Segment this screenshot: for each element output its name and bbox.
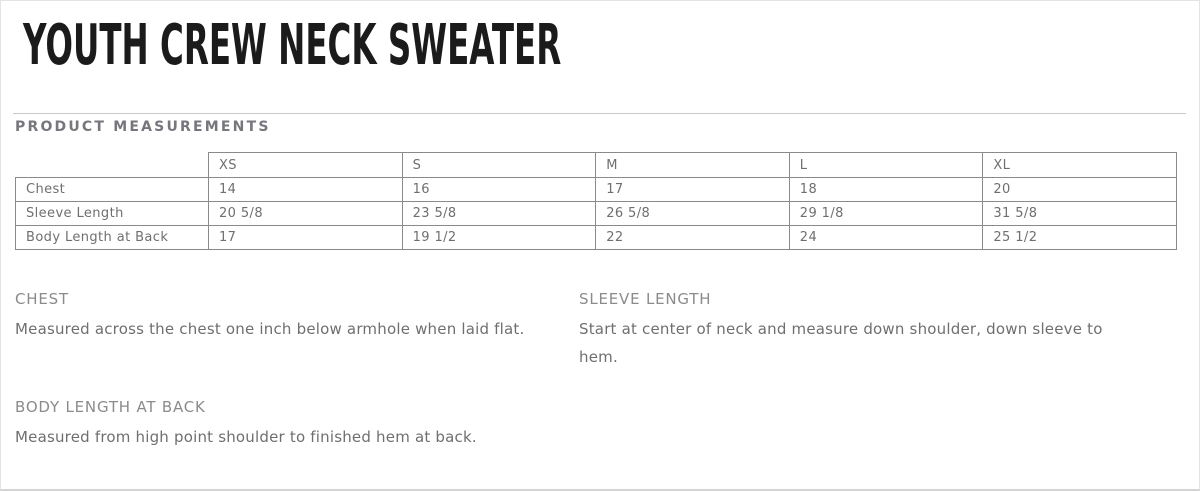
measurement-cell: 18 — [789, 178, 983, 202]
definition-chest — [15, 289, 579, 371]
measurement-cell: 20 — [983, 178, 1177, 202]
size-column-header: M — [596, 153, 790, 178]
size-header-row — [16, 153, 1177, 178]
definition-sleeve-length — [579, 289, 1187, 371]
measurement-cell: 22 — [596, 226, 790, 250]
page-title: YOUTH CREW NECK SWEATER — [23, 13, 562, 78]
measurement-cell: 29 1/8 — [789, 202, 983, 226]
measurements-table — [15, 152, 1177, 250]
size-column-header: L — [789, 153, 983, 178]
definition-heading: BODY LENGTH AT BACK — [15, 398, 206, 416]
measurement-definitions — [15, 289, 1187, 451]
size-column-header: S — [402, 153, 596, 178]
measurement-cell: 17 — [209, 226, 403, 250]
measurement-cell: 19 1/2 — [402, 226, 596, 250]
definition-body-length-at-back — [15, 397, 579, 451]
definition-text: Measured from high point shoulder to finished hem at back. — [15, 428, 477, 446]
table-row-chest — [16, 178, 1177, 202]
size-column-header: XS — [209, 153, 403, 178]
row-label: Sleeve Length — [16, 202, 209, 226]
measurement-cell: 20 5/8 — [209, 202, 403, 226]
definition-text: Start at center of neck and measure down shoulder, down sleeve to hem. — [579, 320, 1103, 366]
row-label: Body Length at Back — [16, 226, 209, 250]
measurement-cell: 31 5/8 — [983, 202, 1177, 226]
table-row-body-length-at-back — [16, 226, 1177, 250]
measurement-cell: 17 — [596, 178, 790, 202]
product-measurements-heading: PRODUCT MEASUREMENTS — [15, 119, 271, 135]
definition-heading: CHEST — [15, 290, 69, 308]
size-column-header: XL — [983, 153, 1177, 178]
table-corner-cell — [16, 153, 209, 178]
measurement-cell: 14 — [209, 178, 403, 202]
measurement-cell: 24 — [789, 226, 983, 250]
definition-heading: SLEEVE LENGTH — [579, 290, 712, 308]
definition-text: Measured across the chest one inch below armhole when laid flat. — [15, 320, 525, 338]
table-row-sleeve-length — [16, 202, 1177, 226]
header-divider — [13, 113, 1186, 114]
measurement-cell: 25 1/2 — [983, 226, 1177, 250]
measurement-cell: 16 — [402, 178, 596, 202]
measurement-cell: 26 5/8 — [596, 202, 790, 226]
row-label: Chest — [16, 178, 209, 202]
measurement-cell: 23 5/8 — [402, 202, 596, 226]
